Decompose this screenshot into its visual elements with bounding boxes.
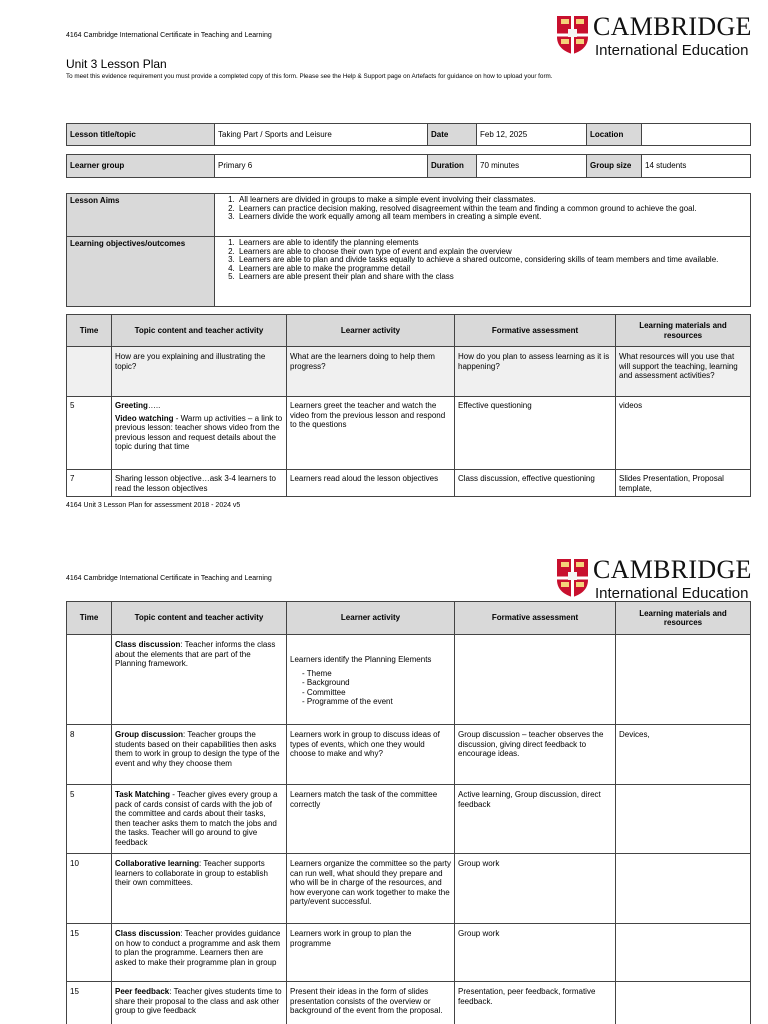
learner-text: Learners identify the Planning Elements: [290, 655, 432, 664]
col-time: Time: [67, 315, 112, 347]
aims-objectives-table: [66, 193, 751, 307]
row-assessment: Group discussion – teacher observes the discussion, giving direct feedback to encourage ideas.: [455, 725, 616, 785]
row-topic: [112, 397, 287, 470]
row-assessment: Group work: [455, 924, 616, 982]
location-value[interactable]: [642, 124, 751, 146]
activity-text: : Teacher groups the students based on their capabilities then asks them to work in group to design the type of the event and why they choose them: [115, 730, 280, 768]
row-materials: [616, 854, 751, 924]
activity-text: : Teacher provides guidance on how to conduct a programme and ask them to plan the programme. Learners then are asked to make their programme plan in group: [115, 929, 281, 967]
aim-item: 1. All learners are divided in groups to make a simple event involving their classmates.: [237, 196, 747, 205]
row-learner: [287, 635, 455, 725]
list-item: - Programme of the event: [302, 697, 451, 707]
aims-value[interactable]: [215, 194, 751, 237]
row-learner: Present their ideas in the form of slides presentation consists of the overview or background of the event from the proposal.: [287, 982, 455, 1024]
aim-item: 3. Learners divide the work equally among all team members in creating a simple event.: [237, 213, 747, 222]
row-assessment: Effective questioning: [455, 397, 616, 470]
page-footer: 4164 Unit 3 Lesson Plan for assessment 2018 - 2024 v5: [66, 502, 241, 509]
table-row[interactable]: [67, 397, 751, 470]
group-value[interactable]: Primary 6: [215, 155, 428, 178]
col-materials: Learning materials and resources: [616, 602, 751, 635]
objective-item: 3. Learners are able to plan and divide tasks equally to achieve a shared outcome, considering skills of team members and time available.: [237, 256, 747, 265]
row-time: 15: [67, 924, 112, 982]
guide-assessment: How do you plan to assess learning as it is happening?: [455, 347, 616, 397]
duration-label: Duration: [428, 155, 477, 178]
row-time: 5: [67, 785, 112, 854]
table-row[interactable]: [67, 470, 751, 497]
logo-name: CAMBRIDGE: [593, 555, 752, 584]
cambridge-shield-icon: [556, 558, 589, 598]
guidance-row: [67, 347, 751, 397]
row-time: 15: [67, 982, 112, 1024]
activity-title: Collaborative learning: [115, 859, 200, 868]
row-time: 5: [67, 397, 112, 470]
guide-learner: What are the learners doing to help them progress?: [287, 347, 455, 397]
group-size-value[interactable]: 14 students: [642, 155, 751, 178]
table-row[interactable]: [67, 785, 751, 854]
aims-label: Lesson Aims: [67, 194, 215, 237]
page-2: [0, 540, 768, 1024]
lesson-plan-table-continued: [66, 601, 751, 1024]
row-learner: Learners work in group to plan the programme: [287, 924, 455, 982]
row-assessment: Group work: [455, 854, 616, 924]
row-learner: Learners read aloud the lesson objectives: [287, 470, 455, 497]
learner-group-table: [66, 154, 751, 178]
row-topic: [112, 725, 287, 785]
row-assessment: [455, 635, 616, 725]
row-topic: Sharing lesson objective…ask 3-4 learners to read the lesson objectives: [112, 470, 287, 497]
objective-item: 2. Learners are able to choose their own type of event and explain the overview: [237, 248, 747, 257]
activity-text: : Teacher gives students time to share their proposal to the class and ask other group to give feedback: [115, 987, 282, 1015]
row-time: 8: [67, 725, 112, 785]
logo-subtitle: International Education: [595, 42, 749, 59]
row-topic: [112, 982, 287, 1024]
col-materials: Learning materials and resources: [616, 315, 751, 347]
objectives-label: Learning objectives/outcomes: [67, 237, 215, 307]
evidence-note: To meet this evidence requirement you must provide a completed copy of this form. Please see the Help & Support page on Artefacts for guidance on how to upload your form.: [66, 73, 553, 80]
row-materials: [616, 635, 751, 725]
certificate-line: 4164 Cambridge International Certificate in Teaching and Learning: [66, 32, 272, 39]
activity-title: Peer feedback: [115, 987, 170, 996]
row-learner: Learners organize the committee so the party can run well, what should they prepare and who will be in charge of the resources, and how everyone can work together to make the party/event successful.: [287, 854, 455, 924]
lesson-info-table: [66, 123, 751, 146]
lesson-plan-table: [66, 314, 751, 497]
aim-item: 2. Learners can practice decision making, resolved disagreement within the team and finding a common ground to achieve the goal.: [237, 205, 747, 214]
activity-text: …..: [147, 401, 161, 410]
row-materials: videos: [616, 397, 751, 470]
row-time: [67, 635, 112, 725]
row-time: 7: [67, 470, 112, 497]
activity-title: Task Matching: [115, 790, 170, 799]
objective-item: 1. Learners are able to identify the planning elements: [237, 239, 747, 248]
cambridge-shield-icon: [556, 15, 589, 55]
row-time: 10: [67, 854, 112, 924]
col-assessment: Formative assessment: [455, 602, 616, 635]
col-topic: Topic content and teacher activity: [112, 315, 287, 347]
activity-title: Class discussion: [115, 640, 181, 649]
table-row[interactable]: [67, 635, 751, 725]
col-learner: Learner activity: [287, 315, 455, 347]
row-materials: [616, 785, 751, 854]
col-learner: Learner activity: [287, 602, 455, 635]
group-label: Learner group: [67, 155, 215, 178]
row-topic: [112, 785, 287, 854]
row-learner: Learners greet the teacher and watch the video from the previous lesson and respond to the questions: [287, 397, 455, 470]
date-value[interactable]: Feb 12, 2025: [477, 124, 587, 146]
activity-text: : Teacher supports learners to collaborate in group to establish their own committees.: [115, 859, 268, 887]
logo-name: CAMBRIDGE: [593, 12, 752, 41]
list-item: - Theme: [302, 669, 451, 679]
list-item: - Committee: [302, 688, 451, 698]
cambridge-logo: [556, 12, 752, 64]
activity-title: Greeting: [115, 401, 148, 410]
duration-value[interactable]: 70 minutes: [477, 155, 587, 178]
table-row[interactable]: [67, 725, 751, 785]
row-assessment: Presentation, peer feedback, formative feedback.: [455, 982, 616, 1024]
col-time: Time: [67, 602, 112, 635]
list-item: - Background: [302, 678, 451, 688]
activity-text: : Teacher informs the class about the elements that are part of the Planning framework.: [115, 640, 276, 668]
guide-topic: How are you explaining and illustrating the topic?: [112, 347, 287, 397]
page-title: Unit 3 Lesson Plan: [66, 57, 167, 71]
col-topic: Topic content and teacher activity: [112, 602, 287, 635]
activity-title: Group discussion: [115, 730, 184, 739]
col-assessment: Formative assessment: [455, 315, 616, 347]
activity-text: - Warm up activities – a link to previous lesson: teacher shows video from the previous lesson and request details about the topic during that time: [115, 413, 283, 451]
activity-title: Class discussion: [115, 929, 181, 938]
row-topic: [112, 635, 287, 725]
activity-title: Video watching: [115, 413, 174, 423]
date-label: Date: [428, 124, 477, 146]
row-assessment: Active learning, Group discussion, direct feedback: [455, 785, 616, 854]
row-learner: Learners match the task of the committee correctly: [287, 785, 455, 854]
row-materials: Slides Presentation, Proposal template,: [616, 470, 751, 497]
logo-subtitle: International Education: [595, 585, 749, 602]
row-topic: [112, 854, 287, 924]
topic-label: Lesson title/topic: [67, 124, 215, 146]
objective-item: 5. Learners are able present their plan and share with the class: [237, 273, 747, 282]
table-row[interactable]: [67, 982, 751, 1024]
table-row[interactable]: [67, 924, 751, 982]
row-assessment: Class discussion, effective questioning: [455, 470, 616, 497]
activity-text: - Teacher gives every group a pack of cards consist of cards with the job of the committee and cards about their tasks, then teacher asks them to match the jobs and the tasks. Teacher will go around to give feedback: [115, 790, 278, 847]
row-materials: [616, 924, 751, 982]
cambridge-logo: [556, 555, 752, 607]
table-row[interactable]: [67, 854, 751, 924]
certificate-line: 4164 Cambridge International Certificate in Teaching and Learning: [66, 575, 272, 582]
objective-item: 4. Learners are able to make the programme detail: [237, 265, 747, 274]
group-size-label: Group size: [587, 155, 642, 178]
location-label: Location: [587, 124, 642, 146]
guide-materials: What resources will you use that will support the teaching, learning and assessment activities?: [616, 347, 751, 397]
row-topic: [112, 924, 287, 982]
topic-value[interactable]: Taking Part / Sports and Leisure: [215, 124, 428, 146]
row-materials: Devices,: [616, 725, 751, 785]
row-materials: [616, 982, 751, 1024]
objectives-value[interactable]: [215, 237, 751, 307]
row-learner: Learners work in group to discuss ideas of types of events, which one they would choose to make and why?: [287, 725, 455, 785]
